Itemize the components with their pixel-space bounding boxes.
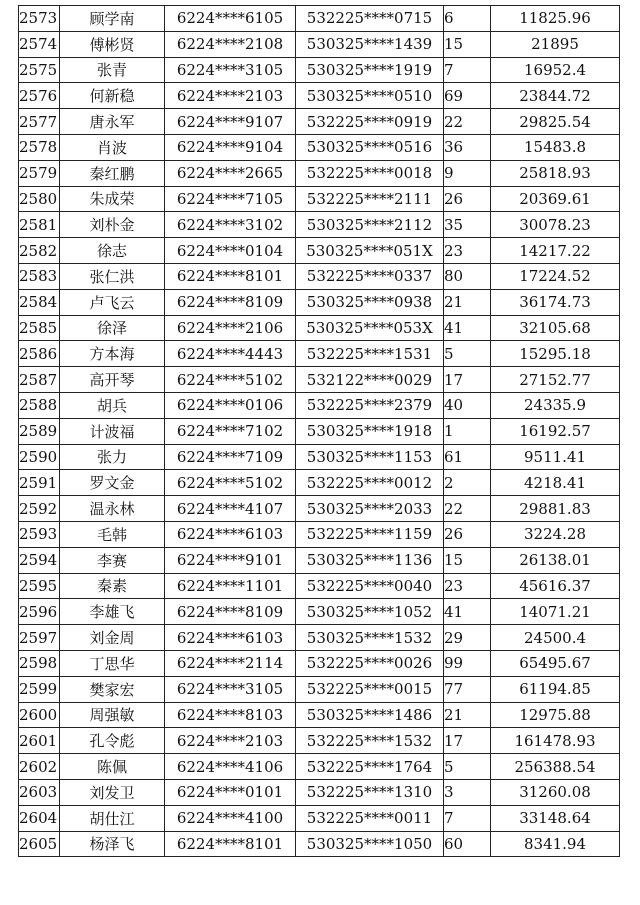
row-number: 2588 — [19, 392, 60, 418]
row-number: 2584 — [19, 289, 60, 315]
row-number: 2577 — [19, 109, 60, 135]
amount-cell: 36174.73 — [491, 289, 620, 315]
amount-cell: 20369.61 — [491, 186, 620, 212]
id-number: 532225****0015 — [296, 676, 444, 702]
id-number: 532225****0012 — [296, 470, 444, 496]
count-cell: 7 — [444, 805, 491, 831]
id-number: 530325****2033 — [296, 496, 444, 522]
count-cell: 9 — [444, 160, 491, 186]
card-number: 6224****8101 — [165, 263, 296, 289]
row-number: 2573 — [19, 6, 60, 32]
row-number: 2589 — [19, 418, 60, 444]
person-name: 李雄飞 — [60, 599, 165, 625]
row-number: 2576 — [19, 83, 60, 109]
count-cell: 15 — [444, 31, 491, 57]
row-number: 2585 — [19, 315, 60, 341]
card-number: 6224****2106 — [165, 315, 296, 341]
person-name: 朱成荣 — [60, 186, 165, 212]
card-number: 6224****0101 — [165, 779, 296, 805]
card-number: 6224****5102 — [165, 367, 296, 393]
person-name: 温永林 — [60, 496, 165, 522]
person-name: 顾学南 — [60, 6, 165, 32]
id-number: 530325****1532 — [296, 625, 444, 651]
person-name: 张青 — [60, 57, 165, 83]
person-name: 秦素 — [60, 573, 165, 599]
person-name: 方本海 — [60, 341, 165, 367]
row-number: 2595 — [19, 573, 60, 599]
row-number: 2583 — [19, 263, 60, 289]
id-number: 532225****0919 — [296, 109, 444, 135]
id-number: 532225****2379 — [296, 392, 444, 418]
amount-cell: 14217.22 — [491, 238, 620, 264]
amount-cell: 4218.41 — [491, 470, 620, 496]
count-cell: 3 — [444, 779, 491, 805]
id-number: 532225****0337 — [296, 263, 444, 289]
id-number: 532225****2111 — [296, 186, 444, 212]
count-cell: 22 — [444, 109, 491, 135]
id-number: 532225****0715 — [296, 6, 444, 32]
id-number: 532225****1532 — [296, 728, 444, 754]
count-cell: 23 — [444, 238, 491, 264]
person-name: 秦红鹏 — [60, 160, 165, 186]
card-number: 6224****2114 — [165, 650, 296, 676]
table-row — [19, 470, 620, 496]
id-number: 532225****1159 — [296, 521, 444, 547]
row-number: 2604 — [19, 805, 60, 831]
id-number: 530325****053X — [296, 315, 444, 341]
count-cell: 7 — [444, 57, 491, 83]
table-row — [19, 779, 620, 805]
table-row — [19, 263, 620, 289]
id-number: 530325****1918 — [296, 418, 444, 444]
count-cell: 60 — [444, 831, 491, 857]
row-number: 2602 — [19, 754, 60, 780]
count-cell: 22 — [444, 496, 491, 522]
count-cell: 80 — [444, 263, 491, 289]
amount-cell: 26138.01 — [491, 547, 620, 573]
count-cell: 21 — [444, 289, 491, 315]
card-number: 6224****3105 — [165, 676, 296, 702]
row-number: 2598 — [19, 650, 60, 676]
count-cell: 41 — [444, 315, 491, 341]
card-number: 6224****2108 — [165, 31, 296, 57]
count-cell: 26 — [444, 186, 491, 212]
count-cell: 23 — [444, 573, 491, 599]
id-number: 530325****1919 — [296, 57, 444, 83]
amount-cell: 27152.77 — [491, 367, 620, 393]
id-number: 530325****0938 — [296, 289, 444, 315]
table-row — [19, 31, 620, 57]
id-number: 532225****1310 — [296, 779, 444, 805]
row-number: 2603 — [19, 779, 60, 805]
table-body — [19, 6, 620, 857]
table-row — [19, 289, 620, 315]
card-number: 6224****6105 — [165, 6, 296, 32]
id-number: 532225****0011 — [296, 805, 444, 831]
row-number: 2580 — [19, 186, 60, 212]
person-name: 徐泽 — [60, 315, 165, 341]
amount-cell: 16952.4 — [491, 57, 620, 83]
count-cell: 69 — [444, 83, 491, 109]
table-row — [19, 341, 620, 367]
count-cell: 17 — [444, 367, 491, 393]
table-row — [19, 831, 620, 857]
amount-cell: 24335.9 — [491, 392, 620, 418]
row-number: 2590 — [19, 444, 60, 470]
row-number: 2586 — [19, 341, 60, 367]
count-cell: 6 — [444, 6, 491, 32]
person-name: 肖波 — [60, 134, 165, 160]
card-number: 6224****8109 — [165, 289, 296, 315]
count-cell: 99 — [444, 650, 491, 676]
table-row — [19, 805, 620, 831]
card-number: 6224****6103 — [165, 521, 296, 547]
table-row — [19, 547, 620, 573]
table-row — [19, 573, 620, 599]
count-cell: 2 — [444, 470, 491, 496]
person-name: 樊家宏 — [60, 676, 165, 702]
id-number: 532225****0040 — [296, 573, 444, 599]
id-number: 530325****051X — [296, 238, 444, 264]
id-number: 532225****1764 — [296, 754, 444, 780]
row-number: 2578 — [19, 134, 60, 160]
card-number: 6224****7105 — [165, 186, 296, 212]
table-row — [19, 392, 620, 418]
table-row — [19, 521, 620, 547]
count-cell: 5 — [444, 341, 491, 367]
count-cell: 35 — [444, 212, 491, 238]
table-row — [19, 625, 620, 651]
table-row — [19, 444, 620, 470]
amount-cell: 161478.93 — [491, 728, 620, 754]
table-row — [19, 754, 620, 780]
id-number: 530325****1136 — [296, 547, 444, 573]
id-number: 530325****2112 — [296, 212, 444, 238]
card-number: 6224****9107 — [165, 109, 296, 135]
table-row — [19, 418, 620, 444]
table-row — [19, 367, 620, 393]
person-name: 刘发卫 — [60, 779, 165, 805]
id-number: 530325****1439 — [296, 31, 444, 57]
person-name: 毛韩 — [60, 521, 165, 547]
row-number: 2575 — [19, 57, 60, 83]
count-cell: 5 — [444, 754, 491, 780]
table-row — [19, 109, 620, 135]
id-number: 532225****1531 — [296, 341, 444, 367]
table-row — [19, 496, 620, 522]
card-number: 6224****2665 — [165, 160, 296, 186]
payment-table — [18, 5, 620, 857]
person-name: 罗文金 — [60, 470, 165, 496]
amount-cell: 12975.88 — [491, 702, 620, 728]
row-number: 2599 — [19, 676, 60, 702]
card-number: 6224****0106 — [165, 392, 296, 418]
amount-cell: 17224.52 — [491, 263, 620, 289]
card-number: 6224****3105 — [165, 57, 296, 83]
amount-cell: 14071.21 — [491, 599, 620, 625]
row-number: 2593 — [19, 521, 60, 547]
id-number: 530325****1050 — [296, 831, 444, 857]
amount-cell: 33148.64 — [491, 805, 620, 831]
person-name: 何新稳 — [60, 83, 165, 109]
amount-cell: 30078.23 — [491, 212, 620, 238]
person-name: 孔令彪 — [60, 728, 165, 754]
card-number: 6224****7109 — [165, 444, 296, 470]
row-number: 2596 — [19, 599, 60, 625]
row-number: 2591 — [19, 470, 60, 496]
count-cell: 26 — [444, 521, 491, 547]
amount-cell: 11825.96 — [491, 6, 620, 32]
card-number: 6224****2103 — [165, 728, 296, 754]
card-number: 6224****9101 — [165, 547, 296, 573]
amount-cell: 15483.8 — [491, 134, 620, 160]
card-number: 6224****9104 — [165, 134, 296, 160]
table-row — [19, 212, 620, 238]
card-number: 6224****4106 — [165, 754, 296, 780]
card-number: 6224****0104 — [165, 238, 296, 264]
amount-cell: 23844.72 — [491, 83, 620, 109]
table-row — [19, 238, 620, 264]
amount-cell: 21895 — [491, 31, 620, 57]
card-number: 6224****4443 — [165, 341, 296, 367]
person-name: 张仁洪 — [60, 263, 165, 289]
id-number: 530325****0510 — [296, 83, 444, 109]
amount-cell: 25818.93 — [491, 160, 620, 186]
table-row — [19, 160, 620, 186]
person-name: 卢飞云 — [60, 289, 165, 315]
card-number: 6224****2103 — [165, 83, 296, 109]
table-row — [19, 83, 620, 109]
person-name: 高开琴 — [60, 367, 165, 393]
card-number: 6224****7102 — [165, 418, 296, 444]
id-number: 530325****1153 — [296, 444, 444, 470]
table-row — [19, 702, 620, 728]
amount-cell: 45616.37 — [491, 573, 620, 599]
amount-cell: 15295.18 — [491, 341, 620, 367]
amount-cell: 256388.54 — [491, 754, 620, 780]
row-number: 2582 — [19, 238, 60, 264]
id-number: 530325****1486 — [296, 702, 444, 728]
card-number: 6224****4107 — [165, 496, 296, 522]
person-name: 李赛 — [60, 547, 165, 573]
table-row — [19, 6, 620, 32]
count-cell: 40 — [444, 392, 491, 418]
count-cell: 17 — [444, 728, 491, 754]
id-number: 532225****0026 — [296, 650, 444, 676]
person-name: 唐永军 — [60, 109, 165, 135]
amount-cell: 65495.67 — [491, 650, 620, 676]
amount-cell: 24500.4 — [491, 625, 620, 651]
person-name: 傅彬贤 — [60, 31, 165, 57]
table-row — [19, 57, 620, 83]
row-number: 2601 — [19, 728, 60, 754]
person-name: 计波福 — [60, 418, 165, 444]
card-number: 6224****8101 — [165, 831, 296, 857]
table-row — [19, 134, 620, 160]
amount-cell: 61194.85 — [491, 676, 620, 702]
person-name: 丁思华 — [60, 650, 165, 676]
id-number: 530325****1052 — [296, 599, 444, 625]
card-number: 6224****5102 — [165, 470, 296, 496]
table-row — [19, 650, 620, 676]
person-name: 张力 — [60, 444, 165, 470]
row-number: 2605 — [19, 831, 60, 857]
amount-cell: 29881.83 — [491, 496, 620, 522]
amount-cell: 8341.94 — [491, 831, 620, 857]
id-number: 530325****0516 — [296, 134, 444, 160]
person-name: 胡仕江 — [60, 805, 165, 831]
card-number: 6224****6103 — [165, 625, 296, 651]
id-number: 532122****0029 — [296, 367, 444, 393]
person-name: 胡兵 — [60, 392, 165, 418]
count-cell: 77 — [444, 676, 491, 702]
amount-cell: 31260.08 — [491, 779, 620, 805]
table-row — [19, 676, 620, 702]
count-cell: 21 — [444, 702, 491, 728]
card-number: 6224****3102 — [165, 212, 296, 238]
person-name: 刘金周 — [60, 625, 165, 651]
amount-cell: 32105.68 — [491, 315, 620, 341]
table-row — [19, 186, 620, 212]
count-cell: 15 — [444, 547, 491, 573]
count-cell: 61 — [444, 444, 491, 470]
row-number: 2581 — [19, 212, 60, 238]
person-name: 徐志 — [60, 238, 165, 264]
row-number: 2597 — [19, 625, 60, 651]
amount-cell: 16192.57 — [491, 418, 620, 444]
person-name: 杨泽飞 — [60, 831, 165, 857]
row-number: 2592 — [19, 496, 60, 522]
row-number: 2579 — [19, 160, 60, 186]
count-cell: 1 — [444, 418, 491, 444]
count-cell: 36 — [444, 134, 491, 160]
table-row — [19, 315, 620, 341]
person-name: 周强敏 — [60, 702, 165, 728]
count-cell: 29 — [444, 625, 491, 651]
row-number: 2574 — [19, 31, 60, 57]
table-row — [19, 599, 620, 625]
card-number: 6224****4100 — [165, 805, 296, 831]
amount-cell: 3224.28 — [491, 521, 620, 547]
amount-cell: 29825.54 — [491, 109, 620, 135]
id-number: 532225****0018 — [296, 160, 444, 186]
table-row — [19, 728, 620, 754]
card-number: 6224****1101 — [165, 573, 296, 599]
person-name: 刘朴金 — [60, 212, 165, 238]
amount-cell: 9511.41 — [491, 444, 620, 470]
person-name: 陈佩 — [60, 754, 165, 780]
row-number: 2594 — [19, 547, 60, 573]
row-number: 2587 — [19, 367, 60, 393]
row-number: 2600 — [19, 702, 60, 728]
card-number: 6224****8109 — [165, 599, 296, 625]
card-number: 6224****8103 — [165, 702, 296, 728]
count-cell: 41 — [444, 599, 491, 625]
